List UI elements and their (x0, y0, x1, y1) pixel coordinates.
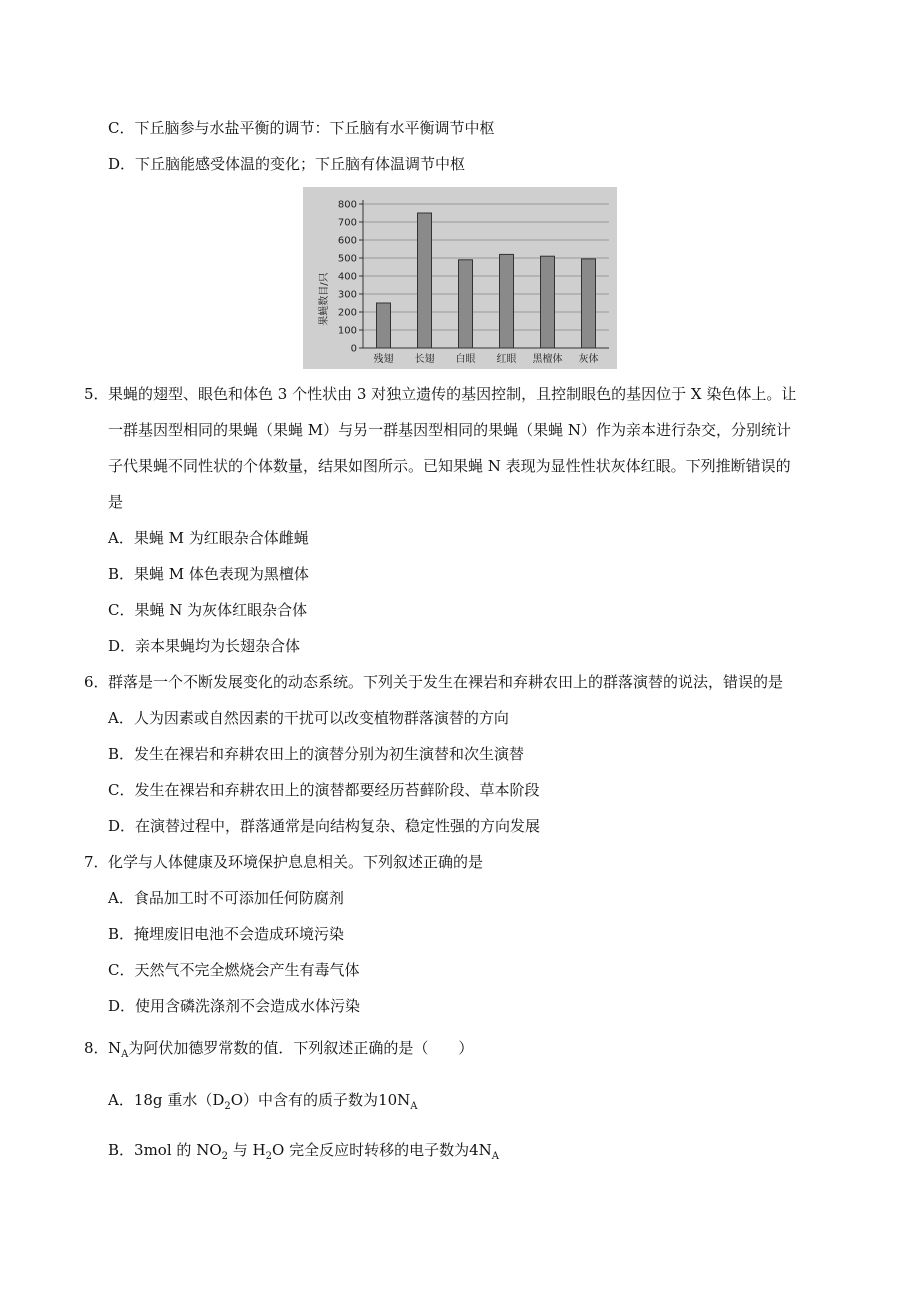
q5-number: 5． (84, 385, 109, 403)
chart-ytick-label: 100 (337, 325, 357, 337)
chart-xtick-label: 灰体 (578, 354, 599, 365)
q5-stem-line-2: 一群基因型相同的果蝇（果蝇 M）与另一群基因型相同的果蝇（果蝇 N）作为亲本进行杂交，分别统计 (108, 421, 792, 439)
chart-xtick-label: 长翅 (414, 354, 435, 365)
q7-stem: 化学与人体健康及环境保护息息相关。下列叙述正确的是 (108, 853, 484, 871)
q5-option-d: D．亲本果蝇均为长翅杂合体 (108, 637, 301, 655)
chart-ylabel: 果蝇数目/只 (319, 272, 330, 326)
chart-ytick-label: 700 (337, 217, 357, 229)
chart-bar (459, 260, 473, 348)
q5-option-b: B．果蝇 M 体色表现为黑檀体 (108, 565, 309, 583)
chart-bar (582, 259, 596, 348)
q6-option-b: B．发生在裸岩和弃耕农田上的演替分别为初生演替和次生演替 (108, 745, 525, 763)
chart-svg (303, 187, 617, 369)
q6-number: 6． (84, 673, 109, 691)
chart-bar (541, 256, 555, 348)
q6-option-d: D．在演替过程中，群落通常是向结构复杂、稳定性强的方向发展 (108, 817, 541, 835)
q7-option-b: B．掩埋废旧电池不会造成环境污染 (108, 925, 345, 943)
q4-option-d: D．下丘脑能感受体温的变化；下丘脑有体温调节中枢 (108, 155, 466, 173)
q8-number: 8． (84, 1039, 109, 1057)
q7-option-a: A．食品加工时不可添加任何防腐剂 (108, 889, 344, 907)
q7-option-d: D．使用含磷洗涤剂不会造成水体污染 (108, 997, 361, 1015)
chart-ytick-label: 800 (337, 199, 357, 211)
chart-ytick-label: 600 (337, 235, 357, 247)
q5-stem-line-3: 子代果蝇不同性状的个体数量，结果如图所示。已知果蝇 N 表现为显性性状灰体红眼。下列推断错误的 (108, 457, 791, 475)
chart-xtick-label: 残翅 (373, 354, 394, 365)
chart-ytick-label: 500 (337, 253, 357, 265)
chart-ytick-label: 300 (337, 289, 357, 301)
q5-option-c: C．果蝇 N 为灰体红眼杂合体 (108, 601, 308, 619)
q8-stem: $N_A$为阿伏加德罗常数的值．下列叙述正确的是（ ） (108, 1039, 474, 1060)
q7-option-c: C．天然气不完全燃烧会产生有毒气体 (108, 961, 360, 979)
chart-ytick-label: 400 (337, 271, 357, 283)
q8-option-b: B．3mol 的 $NO_2$ 与 $H_2O$ 完全反应时转移的电子数为$4N_A$ (108, 1141, 500, 1162)
q8-symbol: N (108, 1039, 122, 1057)
chart-ytick-label: 0 (350, 343, 357, 355)
chart-xtick-label: 黑檀体 (532, 354, 563, 365)
q4-option-c: C．下丘脑参与水盐平衡的调节：下丘脑有水平衡调节中枢 (108, 119, 495, 137)
chart-xtick-label: 红眼 (496, 354, 517, 365)
q6-option-c: C．发生在裸岩和弃耕农田上的演替都要经历苔藓阶段、草本阶段 (108, 781, 540, 799)
fruit-fly-bar-chart (303, 187, 617, 369)
q6-option-a: A．人为因素或自然因素的干扰可以改变植物群落演替的方向 (108, 709, 509, 727)
q8-option-a: A．18g 重水$(D_2O)$中含有的质子数为$10N_A$ (108, 1091, 418, 1112)
q5-option-a: A．果蝇 M 为红眼杂合体雌蝇 (108, 529, 309, 547)
q6-stem: 群落是一个不断发展变化的动态系统。下列关于发生在裸岩和弃耕农田上的群落演替的说法，错误的是 (108, 673, 784, 691)
chart-bar (418, 213, 432, 348)
chart-bar (377, 303, 391, 348)
q5-stem-line-1: 果蝇的翅型、眼色和体色 3 个性状由 3 对独立遗传的基因控制，且控制眼色的基因位于 X 染色体上。让 (108, 385, 797, 403)
q7-number: 7． (84, 853, 109, 871)
chart-bar (500, 254, 514, 348)
q5-stem-line-4: 是 (108, 493, 124, 511)
chart-ytick-label: 200 (337, 307, 357, 319)
chart-xtick-label: 白眼 (455, 354, 476, 365)
